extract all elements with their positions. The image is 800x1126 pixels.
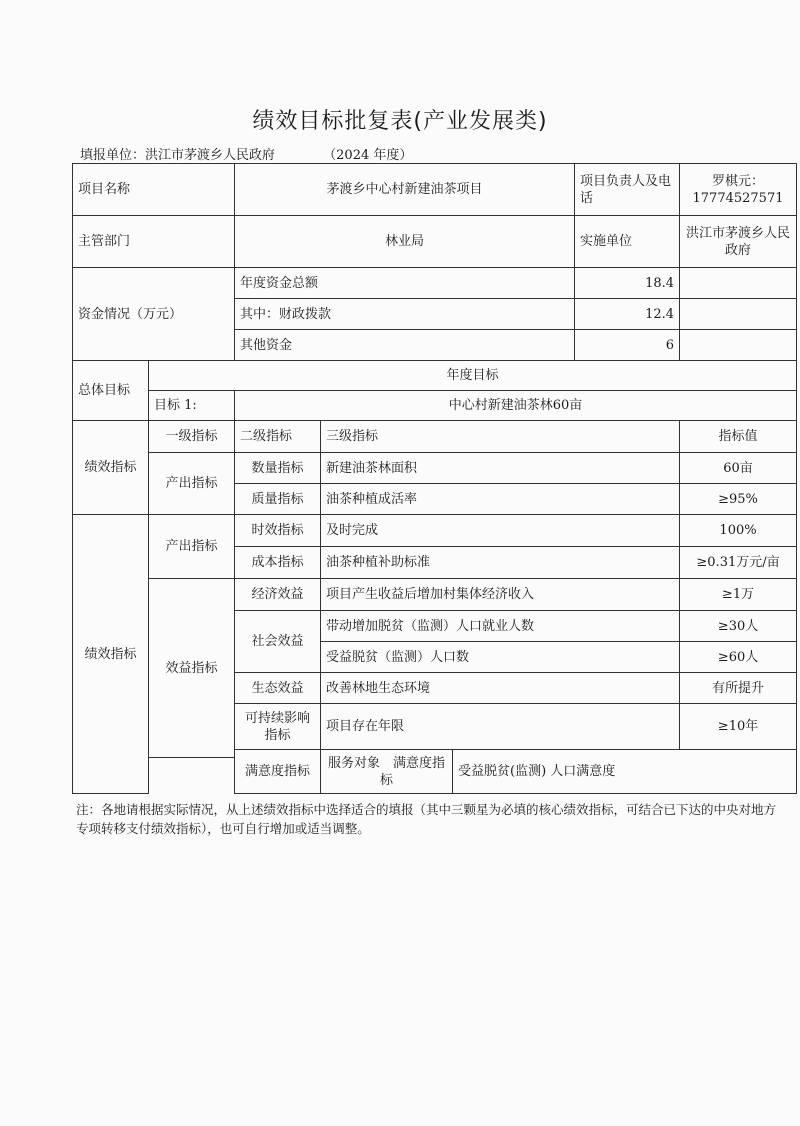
- row-val: 60亩: [680, 453, 797, 484]
- filler-year: （2024 年度）: [323, 148, 413, 163]
- row-val: 100%: [680, 515, 797, 547]
- funds-label: 资金情况（万元）: [73, 268, 235, 361]
- row-l2: 生态效益: [235, 673, 321, 704]
- header-val: 指标值: [680, 421, 797, 453]
- perf-row: [73, 515, 797, 547]
- funds-row-label: 其中：财政拨款: [235, 299, 575, 330]
- project-name-label: 项目名称: [73, 164, 235, 216]
- row-val: ≥30人: [680, 611, 797, 642]
- row-l2: 时效指标: [235, 515, 321, 547]
- row-l3: 项目存在年限: [321, 704, 680, 750]
- project-row: [73, 164, 797, 216]
- funds-row-label: 其他资金: [235, 330, 575, 361]
- row-l3: 受益脱贫（监测）人口数: [321, 642, 680, 673]
- row-l3: 及时完成: [321, 515, 680, 547]
- perf-label: 绩效指标: [73, 421, 149, 515]
- row-l2: 质量指标: [235, 484, 321, 515]
- funds-row: [73, 268, 797, 299]
- dept-label: 主管部门: [73, 216, 235, 268]
- funds-row-value: 12.4: [575, 299, 680, 330]
- project-leader-value: 罗棋元：17774527571: [680, 164, 797, 216]
- perf2-label: 绩效指标: [73, 515, 149, 794]
- row-val: ≥10年: [680, 704, 797, 750]
- row-val: ≥95%: [680, 484, 797, 515]
- impl-value: 洪江市茅渡乡人民政府: [680, 216, 797, 268]
- funds-row-empty: [680, 268, 797, 299]
- goal-header-row: [73, 361, 797, 391]
- row-val: ≥0.31万元/亩: [680, 547, 797, 579]
- impl-label: 实施单位: [575, 216, 680, 268]
- output2-label: 产出指标: [149, 515, 235, 579]
- footnote: 注：各地请根据实际情况，从上述绩效指标中选择适合的填报（其中三颗星为必填的核心绩效指标，可结合已下达的中央对地方专项转移支付绩效指标），也可自行增加或适当调整。: [76, 802, 777, 836]
- row-l3: 受益脱贫(监测) 人口满意度: [453, 750, 797, 794]
- funds-row-label: 年度资金总额: [235, 268, 575, 299]
- benefit-label: 效益指标: [149, 579, 235, 758]
- goal-item-value: 中心村新建油茶林60亩: [235, 391, 797, 421]
- row-val: 有所提升: [680, 673, 797, 704]
- row-l3: 改善林地生态环境: [321, 673, 680, 704]
- header-l3: 三级指标: [321, 421, 680, 453]
- row-l3: 油茶种植补助标准: [321, 547, 680, 579]
- goal-label: 总体目标: [73, 361, 149, 421]
- funds-row-empty: [680, 330, 797, 361]
- row-l2: 数量指标: [235, 453, 321, 484]
- funds-row-value: 6: [575, 330, 680, 361]
- goal-item-row: [73, 391, 797, 421]
- performance-table: [72, 163, 797, 794]
- funds-row-empty: [680, 299, 797, 330]
- row-val: ≥60人: [680, 642, 797, 673]
- goal-item-label: 目标 1:: [149, 391, 235, 421]
- row-l3: 项目产生收益后增加村集体经济收入: [321, 579, 680, 611]
- row-l2: 可持续影响指标: [235, 704, 321, 750]
- page-title: 绩效目标批复表(产业发展类): [252, 109, 548, 134]
- funds-row-value: 18.4: [575, 268, 680, 299]
- perf-row: [73, 453, 797, 484]
- dept-value: 林业局: [235, 216, 575, 268]
- perf-header-row: [73, 421, 797, 453]
- filler-line: [80, 144, 412, 163]
- satisfaction-label: 满意度指标: [235, 750, 321, 794]
- row-val: ≥1万: [680, 579, 797, 611]
- goal-header: 年度目标: [149, 361, 797, 391]
- row-l3: 带动增加脱贫（监测）人口就业人数: [321, 611, 680, 642]
- project-leader-label: 项目负责人及电话: [575, 164, 680, 216]
- row-l3: 油茶种植成活率: [321, 484, 680, 515]
- social-label: 社会效益: [235, 611, 321, 673]
- header-l1: 一级指标: [149, 421, 235, 453]
- output-label: 产出指标: [149, 453, 235, 515]
- project-name-value: 茅渡乡中心村新建油茶项目: [235, 164, 575, 216]
- row-l2: 服务对象 满意度指标: [321, 750, 453, 794]
- header-l2: 二级指标: [235, 421, 321, 453]
- filler-unit: 填报单位：洪江市茅渡乡人民政府: [80, 148, 276, 163]
- perf-row: [73, 579, 797, 611]
- row-l2: 经济效益: [235, 579, 321, 611]
- dept-row: [73, 216, 797, 268]
- row-l3: 新建油茶林面积: [321, 453, 680, 484]
- row-l2: 成本指标: [235, 547, 321, 579]
